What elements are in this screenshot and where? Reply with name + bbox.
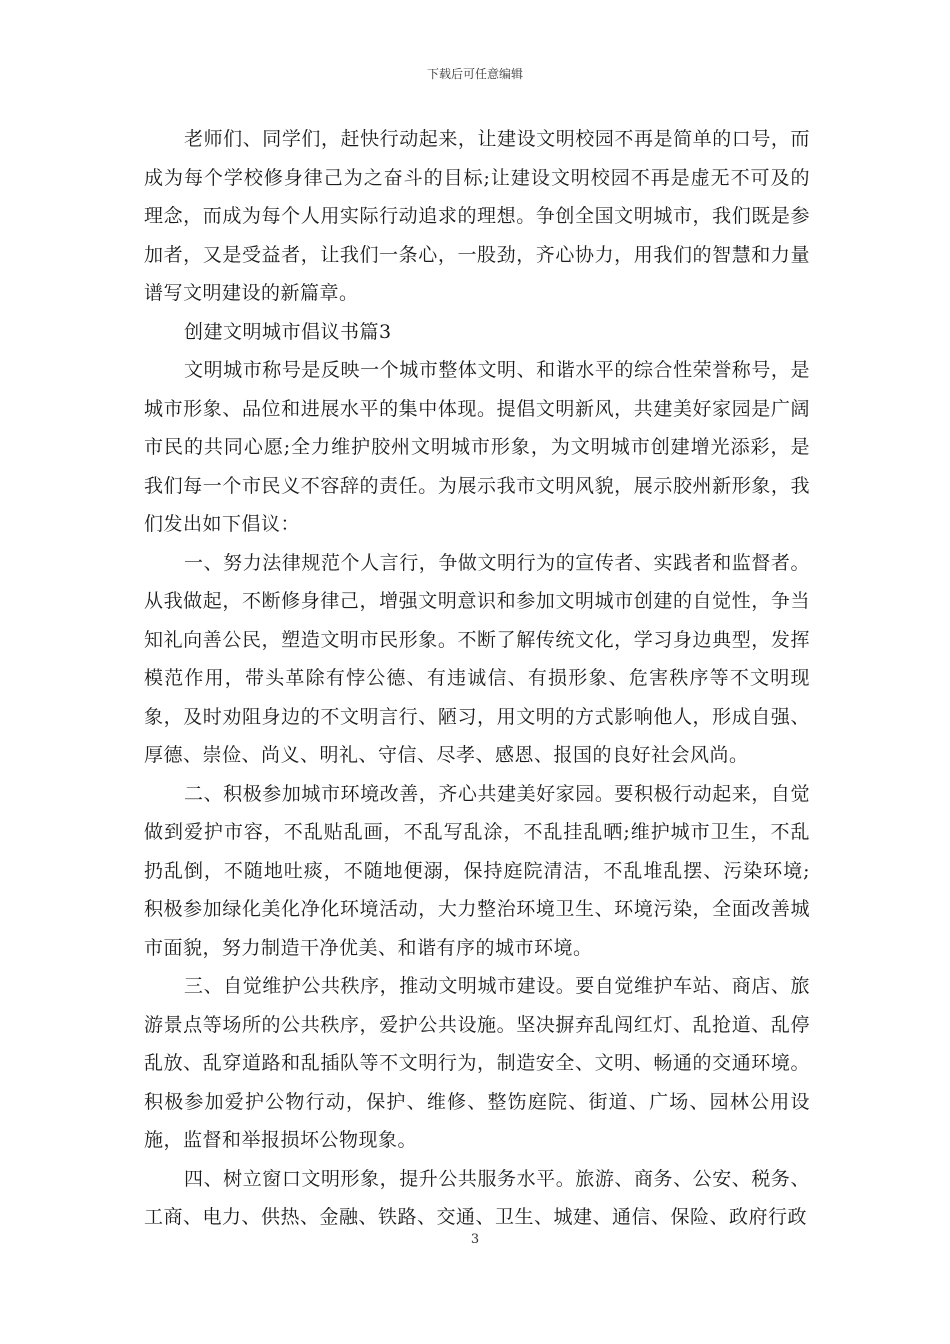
section-heading: 创建文明城市倡议书篇3 xyxy=(184,320,392,343)
paragraph-item-2: 二、积极参加城市环境改善，齐心共建美好家园。要积极行动起来，自觉做到爱护市容，不乱贴乱画，不乱写乱涂，不乱挂乱晒;维护城市卫生，不乱扔乱倒，不随地吐痰，不随地便溺，保持庭院清洁，不乱堆乱摆、污染环境;积极参加绿化美化净化环境活动，大力整治环境卫生、环境污染，全面改善城市面貌，努力制造干净优美、和谐有序的城市环境。 xyxy=(144,782,810,959)
page-number: 3 xyxy=(470,1232,480,1247)
paragraph-item-4: 四、树立窗口文明形象，提升公共服务水平。旅游、商务、公安、税务、工商、电力、供热、金融、铁路、交通、卫生、城建、通信、保险、政府行政 xyxy=(144,1167,810,1228)
paragraph-intro: 文明城市称号是反映一个城市整体文明、和谐水平的综合性荣誉称号，是城市形象、品位和进展水平的集中体现。提倡文明新风，共建美好家园是广阔市民的共同心愿;全力维护胶州文明城市形象，为文明城市创建增光添彩，是我们每一个市民义不容辞的责任。为展示我市文明风貌，展示胶州新形象，我们发出如下倡议： xyxy=(144,359,810,535)
page-header-note: 下载后可任意编辑 xyxy=(426,67,523,81)
paragraph-item-1: 一、努力法律规范个人言行，争做文明行为的宣传者、实践者和监督者。从我做起，不断修身律己，增强文明意识和参加文明城市创建的自觉性，争当知礼向善公民，塑造文明市民形象。不断了解传统文化，学习身边典型，发挥模范作用，带头革除有悖公德、有违诚信、有损形象、危害秩序等不文明现象，及时劝阻身边的不文明言行、陋习，用文明的方式影响他人，形成自强、厚德、崇俭、尚义、明礼、守信、尽孝、感恩、报国的良好社会风尚。 xyxy=(144,551,810,766)
document-body xyxy=(144,120,810,1237)
paragraph-item-3: 三、自觉维护公共秩序，推动文明城市建设。要自觉维护车站、商店、旅游景点等场所的公共秩序，爱护公共设施。坚决摒弃乱闯红灯、乱抢道、乱停乱放、乱穿道路和乱插队等不文明行为，制造安全、文明、畅通的交通环境。积极参加爱护公物行动，保护、维修、整饬庭院、街道、广场、园林公用设施，监督和举报损坏公物现象。 xyxy=(144,975,810,1151)
paragraph-closing-appeal: 老师们、同学们，赶快行动起来，让建设文明校园不再是简单的口号，而成为每个学校修身律己为之奋斗的目标;让建设文明校园不再是虚无不可及的理念，而成为每个人用实际行动追求的理想。争创全国文明城市，我们既是参加者，又是受益者，让我们一条心，一股劲，齐心协力，用我们的智慧和力量谱写文明建设的新篇章。 xyxy=(144,128,810,304)
